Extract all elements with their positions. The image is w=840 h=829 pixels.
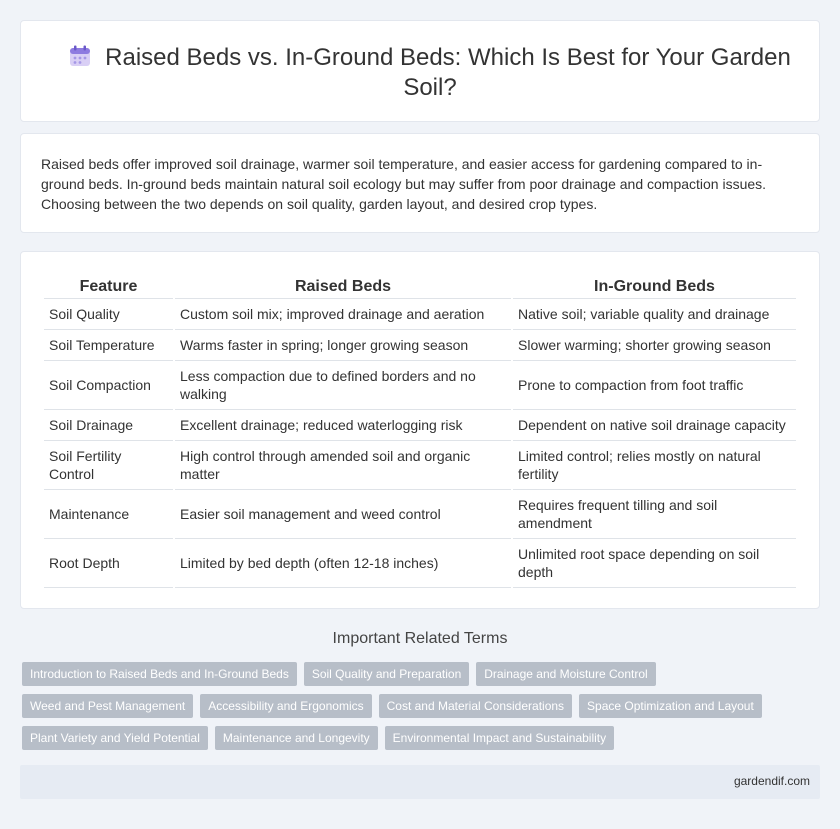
table-header-row: [44, 276, 796, 299]
table-row: [44, 539, 796, 588]
table-cell: High control through amended soil and organic matter: [175, 441, 511, 490]
table-row: [44, 441, 796, 490]
related-terms-title: Important Related Terms: [332, 630, 508, 647]
related-term-chip[interactable]: Maintenance and Longevity: [215, 726, 378, 750]
table-row: [44, 490, 796, 539]
intro-card: [20, 133, 820, 233]
related-term-chip[interactable]: Space Optimization and Layout: [579, 694, 762, 718]
intro-text: Raised beds offer improved soil drainage, warmer soil temperature, and easier access for gardening compared to in-ground beds. In-ground beds maintain natural soil ecology but may suffer from poor drainage and compaction issues. Choosing between the two depends on soil quality, garden layout, and desired crop types.: [41, 156, 767, 212]
table-cell: Native soil; variable quality and drainage: [513, 299, 796, 330]
related-term-chip[interactable]: Environmental Impact and Sustainability: [385, 726, 614, 750]
related-term-chip[interactable]: Weed and Pest Management: [22, 694, 193, 718]
related-term-chip[interactable]: Introduction to Raised Beds and In-Ground Beds: [22, 662, 297, 686]
title-card: [20, 20, 820, 122]
table-cell: Root Depth: [44, 539, 173, 588]
header-raised-beds: Raised Beds: [175, 276, 511, 299]
comparison-table: [42, 276, 798, 588]
table-cell: Dependent on native soil drainage capacity: [513, 410, 796, 441]
table-cell: Less compaction due to defined borders and no walking: [175, 361, 511, 410]
table-cell: Requires frequent tilling and soil amendment: [513, 490, 796, 539]
related-term-chip[interactable]: Plant Variety and Yield Potential: [22, 726, 208, 750]
table-cell: Easier soil management and weed control: [175, 490, 511, 539]
table-cell: Limited control; relies mostly on natural fertility: [513, 441, 796, 490]
related-term-chip[interactable]: Cost and Material Considerations: [379, 694, 572, 718]
comparison-table-card: [20, 251, 820, 609]
table-cell: Slower warming; shorter growing season: [513, 330, 796, 361]
related-terms-list: [22, 662, 802, 750]
table-cell: Soil Temperature: [44, 330, 173, 361]
table-cell: Custom soil mix; improved drainage and aeration: [175, 299, 511, 330]
table-row: [44, 330, 796, 361]
table-cell: Soil Drainage: [44, 410, 173, 441]
table-cell: Soil Quality: [44, 299, 173, 330]
table-cell: Warms faster in spring; longer growing season: [175, 330, 511, 361]
page-title-wrap: [61, 43, 799, 103]
table-cell: Maintenance: [44, 490, 173, 539]
footer: [20, 765, 820, 799]
related-term-chip[interactable]: Soil Quality and Preparation: [304, 662, 469, 686]
table-row: [44, 299, 796, 330]
header-feature: Feature: [44, 276, 173, 299]
related-term-chip[interactable]: Accessibility and Ergonomics: [200, 694, 371, 718]
table-row: [44, 410, 796, 441]
footer-site-name: gardendif.com: [733, 774, 810, 788]
table-cell: Prone to compaction from foot traffic: [513, 361, 796, 410]
table-cell: Soil Compaction: [44, 361, 173, 410]
calendar-icon: [69, 45, 91, 67]
table-row: [44, 361, 796, 410]
header-in-ground-beds: In-Ground Beds: [513, 276, 796, 299]
table-cell: Limited by bed depth (often 12-18 inches): [175, 539, 511, 588]
table-cell: Unlimited root space depending on soil depth: [513, 539, 796, 588]
table-cell: Soil Fertility Control: [44, 441, 173, 490]
table-cell: Excellent drainage; reduced waterlogging risk: [175, 410, 511, 441]
page-title: Raised Beds vs. In-Ground Beds: Which Is Best for Your Garden Soil?: [105, 44, 791, 101]
related-term-chip[interactable]: Drainage and Moisture Control: [476, 662, 655, 686]
